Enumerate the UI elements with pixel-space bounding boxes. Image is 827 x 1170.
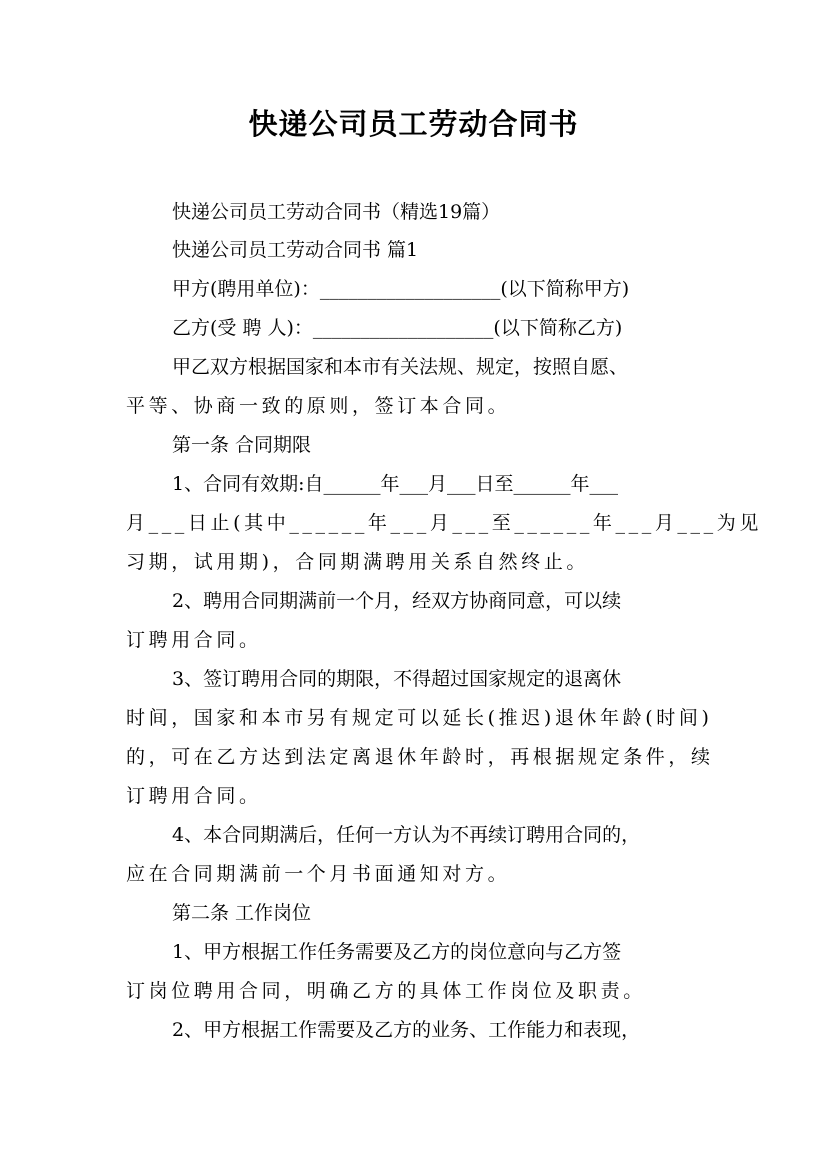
paragraph-line: 1、甲方根据工作任务需要及乙方的岗位意向与乙方签 [172, 941, 622, 963]
party-a-line: 甲方(聘用单位)：___________________(以下简称甲方) [172, 278, 630, 300]
party-b-line: 乙方(受 聘 人)：___________________(以下简称乙方) [172, 317, 623, 339]
paragraph-line: 订岗位聘用合同，明确乙方的具体工作岗位及职责。 [126, 980, 646, 1002]
paragraph-line: 2、聘用合同期满前一个月，经双方协商同意，可以续 [172, 590, 622, 612]
paragraph-line: 甲乙双方根据国家和本市有关法规、规定，按照自愿、 [172, 356, 629, 378]
paragraph-line: 应在合同期满前一个月书面通知对方。 [126, 863, 511, 885]
article-heading: 第二条 工作岗位 [172, 902, 312, 924]
paragraph-line: 平等、协商一致的原则，签订本合同。 [126, 395, 511, 417]
paragraph-line: 2、甲方根据工作需要及乙方的业务、工作能力和表现， [172, 1019, 641, 1041]
document-title: 快递公司员工劳动合同书 [248, 107, 579, 141]
article-heading: 第一条 合同期限 [172, 434, 312, 456]
subtitle-line: 快递公司员工劳动合同书（精选19篇） [172, 201, 501, 223]
paragraph-line: 订聘用合同。 [126, 785, 262, 807]
paragraph-line: 月___日止(其中______年___月___至______年___月___为见 [126, 512, 762, 534]
paragraph-line: 习期，试用期)，合同期满聘用关系自然终止。 [126, 551, 590, 573]
paragraph-line: 订聘用合同。 [126, 629, 262, 651]
paragraph-line: 时间，国家和本市另有规定可以延长(推迟)退休年龄(时间) [126, 707, 713, 729]
paragraph-line: 4、本合同期满后，任何一方认为不再续订聘用合同的， [172, 824, 641, 846]
paragraph-line: 3、签订聘用合同的期限，不得超过国家规定的退离休 [172, 668, 622, 690]
section-heading: 快递公司员工劳动合同书 篇1 [172, 239, 419, 261]
paragraph-line: 1、合同有效期:自______年___月___日至______年___ [172, 473, 618, 495]
paragraph-line: 的，可在乙方达到法定离退休年龄时，再根据规定条件，续 [126, 746, 714, 768]
